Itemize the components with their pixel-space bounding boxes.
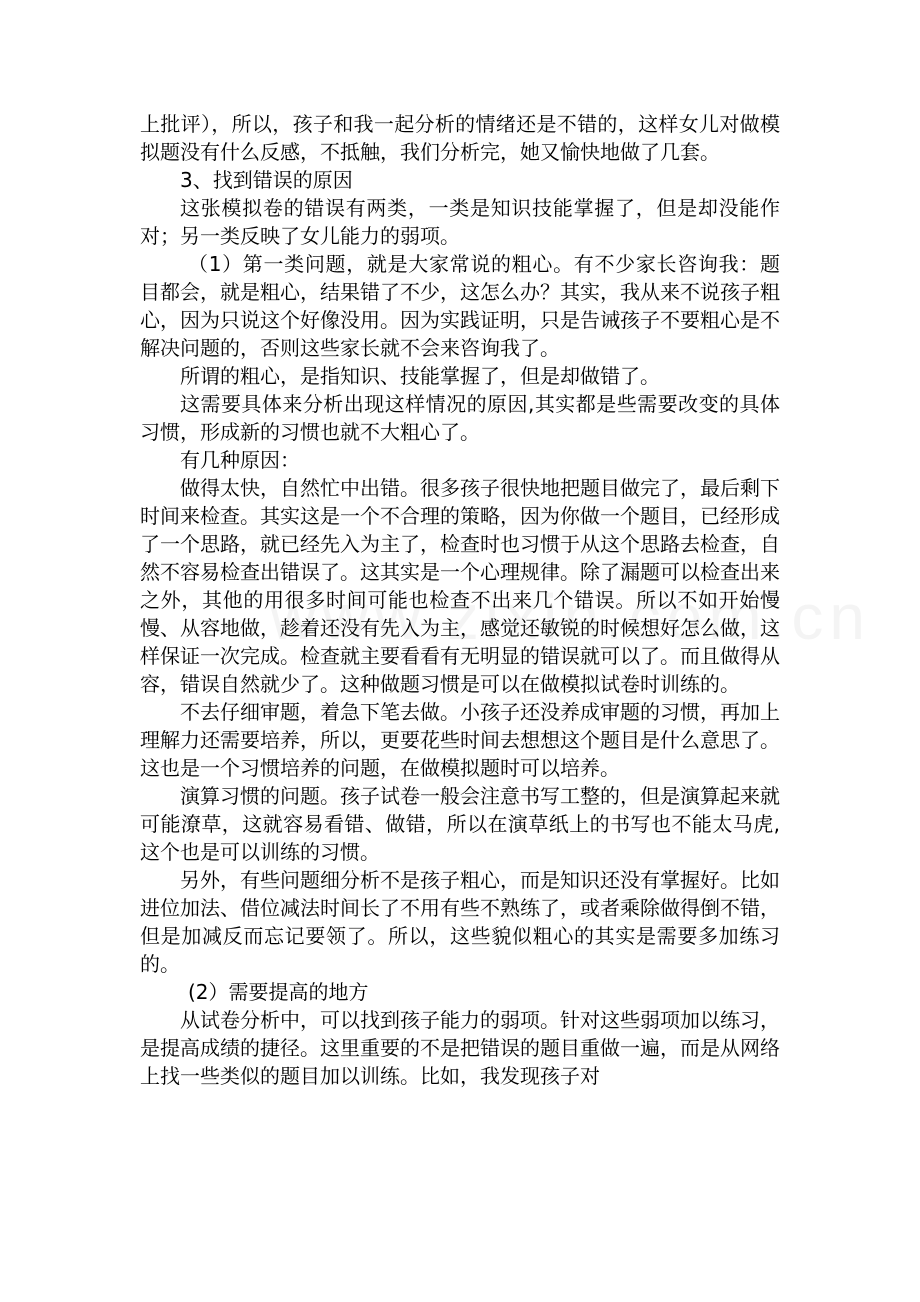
paragraph-careless-reading: 不去仔细审题，着急下笔去做。小孩子还没养成审题的习惯，再加上理解力还需要培养，所以，更要花些时间去想想这个题目是什么意思了。这也是一个习惯培养的问题，在做模拟题时可以培养。 xyxy=(140,700,780,780)
paragraph-error-types: 这张模拟卷的错误有两类，一类是知识技能掌握了，但是却没能作对；另一类反映了女儿能力的弱项。 xyxy=(140,196,780,248)
section-heading-improvement: (2）需要提高的地方 xyxy=(188,980,369,1004)
paragraph-weak-areas: 从试卷分析中，可以找到孩子能力的弱项。针对这些弱项加以练习，是提高成绩的捷径。这里重要的不是把错误的题目重做一遍，而是从网络上找一些类似的题目加以训练。比如，我发现孩子对 xyxy=(140,1008,780,1088)
paragraph-careless-problem: （1）第一类问题，就是大家常说的粗心。有不少家长咨询我：题目都会，就是粗心，结果错了不少，这怎么办？其实，我从来不说孩子粗心，因为只说这个好像没用。因为实践证明，只是告诫孩子不要粗心是不解决问题的，否则这些家长就不会来咨询我了。 xyxy=(140,252,780,360)
paragraph-continuation: 上批评），所以，孩子和我一起分析的情绪还是不错的，这样女儿对做模拟题没有什么反感，不抵触，我们分析完，她又愉快地做了几套。 xyxy=(140,112,780,164)
paragraph-calculation-habit: 演算习惯的问题。孩子试卷一般会注意书写工整的，但是演算起来就可能潦草，这就容易看错、做错，所以在演草纸上的书写也不能太马虎,这个也是可以训练的习惯。 xyxy=(140,784,780,864)
paragraph-too-fast: 做得太快，自然忙中出错。很多孩子很快地把题目做完了，最后剩下时间来检查。其实这是一个不合理的策略，因为你做一个题目，已经形成了一个思路，就已经先入为主了，检查时也习惯于从这个思路去检查，自然不容易检查出错误了。这其实是一个心理规律。除了漏题可以检查出来之外，其他的用很多时间可能也检查不出来几个错误。所以不如开始慢慢、从容地做，趁着还没有先入为主，感觉还敏锐的时候想好怎么做，这样保证一次完成。检查就主要看看有无明显的错误就可以了。而且做得从容，错误自然就少了。这种做题习惯是可以在做模拟试卷时训练的。 xyxy=(140,476,780,696)
paragraph-knowledge-gaps: 另外，有些问题细分析不是孩子粗心，而是知识还没有掌握好。比如进位加法、借位减法时间长了不用有些不熟练了，或者乘除做得倒不错，但是加减反而忘记要领了。所以，这些貌似粗心的其实是需要多加练习的。 xyxy=(140,868,780,976)
section-heading-find-causes: 3、找到错误的原因 xyxy=(180,168,353,192)
paragraph-careless-definition: 所谓的粗心，是指知识、技能掌握了，但是却做错了。 xyxy=(180,364,660,388)
paragraph-several-causes: 有几种原因： xyxy=(180,448,300,472)
paragraph-analyze-causes: 这需要具体来分析出现这样情况的原因,其实都是些需要改变的具体习惯，形成新的习惯也就不大粗心了。 xyxy=(140,392,780,444)
document-body xyxy=(140,110,780,1090)
